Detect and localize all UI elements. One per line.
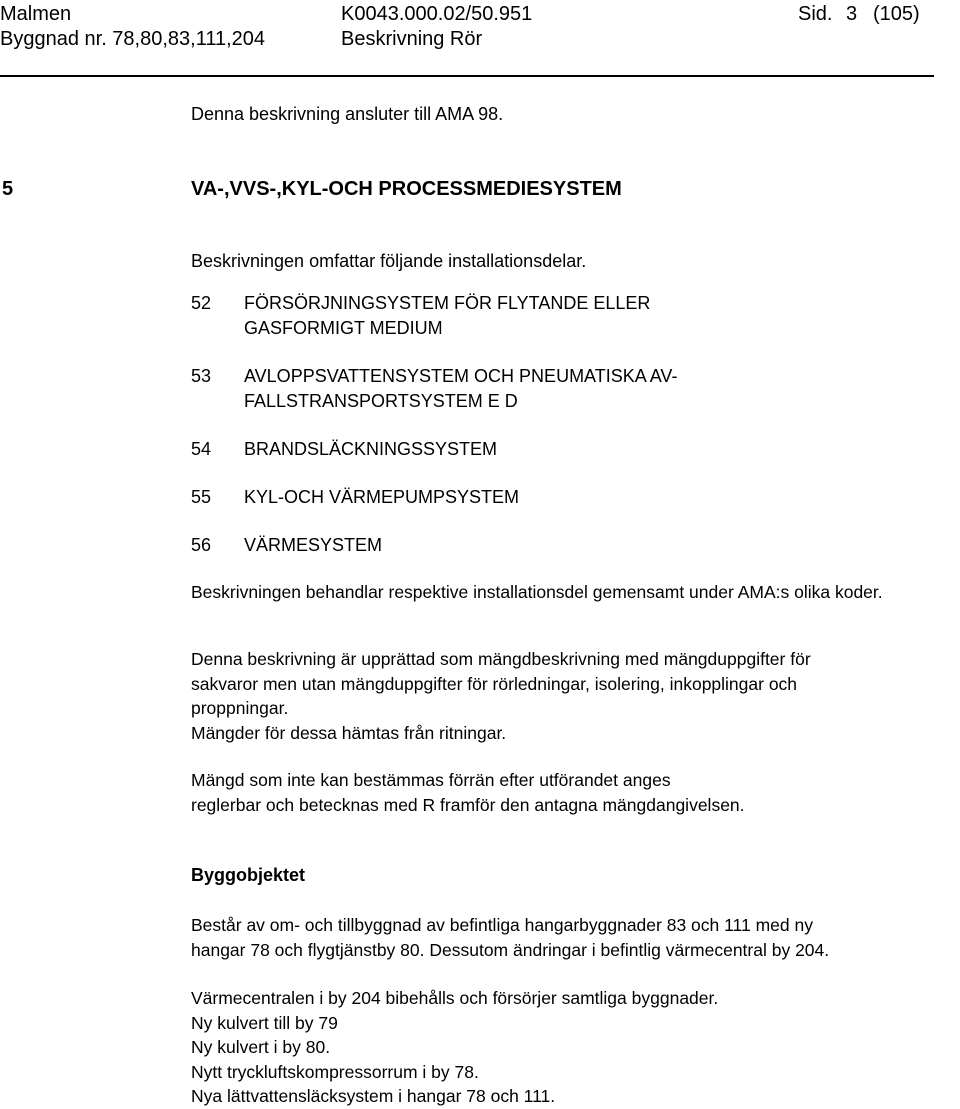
paragraph-line: sakvaror men utan mängduppgifter för rörledningar, isolering, inkopplingar och (191, 673, 798, 694)
section-title: VA-,VVS-,KYL-OCH PROCESSMEDIESYSTEM (191, 178, 622, 200)
item-number: 54 (191, 439, 212, 459)
item-number: 53 (191, 366, 212, 386)
header-company: Malmen (0, 3, 72, 25)
item-title: VÄRMESYSTEM (244, 535, 383, 555)
item-title-continued: FALLSTRANSPORTSYSTEM E D (244, 391, 518, 411)
paragraph-line: Ny kulvert i by 80. (191, 1037, 331, 1057)
item-title: FÖRSÖRJNINGSYSTEM FÖR FLYTANDE ELLER (244, 293, 651, 313)
header-page-label: Sid. (798, 3, 833, 25)
subsection-title: Byggobjektet (191, 865, 306, 885)
header-page-number: 3 (846, 3, 858, 25)
paragraph-line: Består av om- och tillbyggnad av befintliga hangarbyggnader 83 och 111 med ny (191, 915, 813, 935)
paragraph-line: Värmecentralen i by 204 bibehålls och försörjer samtliga byggnader. (191, 988, 719, 1008)
paragraph-building-object (191, 913, 959, 962)
paragraph-adjustable (191, 768, 959, 817)
paragraph-line: Mängder för dessa hämtas från ritningar. (191, 722, 507, 743)
header-building: Byggnad nr. 78,80,83,111,204 (0, 28, 266, 50)
header-page-total: (105) (873, 3, 920, 25)
item-title-continued: GASFORMIGT MEDIUM (244, 318, 443, 338)
paragraph-line: Nya lättvattensläcksystem i hangar 78 och 111. (191, 1086, 556, 1106)
paragraph-scope (191, 580, 959, 605)
paragraph-line: Mängd som inte kan bestämmas förrän efter utförandet anges (191, 770, 671, 790)
paragraph-line: Nytt tryckluftskompressorrum i by 78. (191, 1061, 479, 1082)
paragraph-text: Beskrivningen behandlar respektive installationsdel gemensamt under AMA:s olika koder. (191, 582, 883, 602)
item-number: 55 (191, 487, 212, 507)
paragraph-line: Ny kulvert till by 79 (191, 1012, 338, 1033)
item-number: 56 (191, 535, 212, 555)
paragraph-building-details (191, 986, 959, 1109)
header-document-title: Beskrivning Rör (341, 28, 483, 50)
intro-text: Denna beskrivning ansluter till AMA 98. (191, 104, 504, 124)
item-number: 52 (191, 293, 212, 313)
item-title: AVLOPPSVATTENSYSTEM OCH PNEUMATISKA AV- (244, 366, 678, 386)
paragraph-quantities (191, 647, 959, 745)
header-divider (0, 75, 934, 77)
lead-text: Beskrivningen omfattar följande installationsdelar. (191, 251, 587, 271)
section-number: 5 (2, 178, 14, 200)
paragraph-line: Denna beskrivning är upprättad som mängdbeskrivning med mängduppgifter för (191, 649, 811, 669)
item-title: KYL-OCH VÄRMEPUMPSYSTEM (244, 487, 520, 507)
item-title: BRANDSLÄCKNINGSSYSTEM (244, 439, 498, 459)
paragraph-line: proppningar. (191, 698, 289, 718)
header-document-code: K0043.000.02/50.951 (341, 3, 533, 25)
paragraph-line: hangar 78 och flygtjänstby 80. Dessutom ändringar i befintlig värmecentral by 204. (191, 939, 830, 960)
paragraph-line: reglerbar och betecknas med R framför den antagna mängdangivelsen. (191, 794, 745, 815)
